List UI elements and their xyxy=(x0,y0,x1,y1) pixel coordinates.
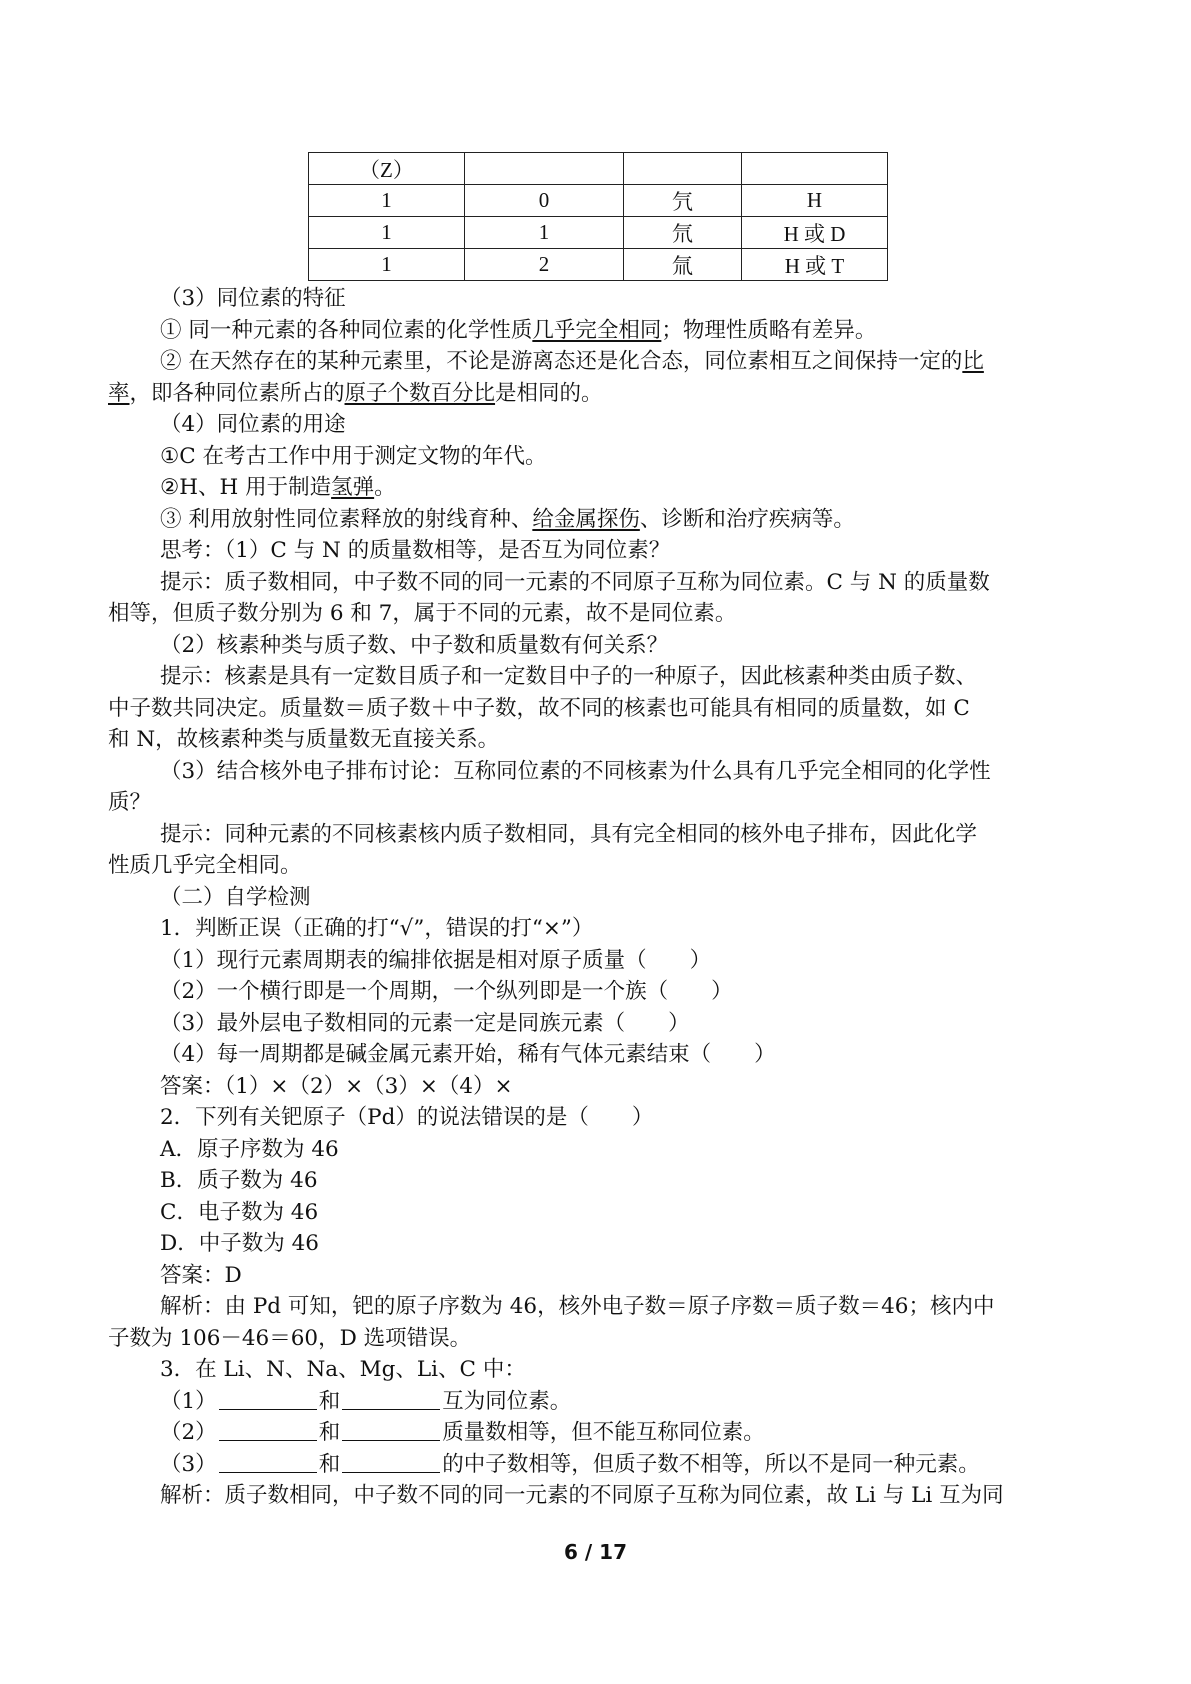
table-row xyxy=(309,217,888,249)
hint: 和 N，故核素种类与质量数无直接关系。 xyxy=(108,727,500,752)
page-number: 6 / 17 xyxy=(564,1540,627,1564)
paragraph: ② 在天然存在的某种元素里，不论是游离态还是化合态，同位素相互之间保持一定的比 xyxy=(160,349,984,374)
blank-line xyxy=(342,1452,440,1473)
list-item: （1）现行元素周期表的编排依据是相对原子质量（ ） xyxy=(160,947,712,973)
list-item: （4）每一周期都是碱金属元素开始，稀有气体元素结束（ ） xyxy=(160,1042,776,1067)
fill-blank-item: （2） 和 质量数相等，但不能互称同位素。 xyxy=(160,1420,765,1445)
paragraph: ① 同一种元素的各种同位素的化学性质几乎完全相同；物理性质略有差异。 xyxy=(160,317,877,343)
isotope-table xyxy=(308,152,888,281)
table-cell: 1 xyxy=(465,217,624,249)
explanation: 子数为 106－46＝60，D 选项错误。 xyxy=(108,1325,472,1351)
question: 思考：（1）C 与 N 的质量数相等，是否互为同位素？ xyxy=(160,538,671,563)
fill-blank-item: （1） 和 互为同位素。 xyxy=(160,1388,572,1414)
table-row xyxy=(309,185,888,217)
answer: 答案：D xyxy=(160,1262,242,1288)
paragraph: 率，即各种同位素所占的原子个数百分比是相同的。 xyxy=(108,380,603,406)
table-cell: 2 xyxy=(465,249,624,281)
table-cell: 氚 xyxy=(624,249,742,281)
answer: 答案：（1）×（2）×（3）×（4）× xyxy=(160,1073,513,1099)
blank-line xyxy=(342,1420,440,1441)
fill-blank-item: （3） 和 的中子数相等，但质子数不相等，所以不是同一种元素。 xyxy=(160,1451,980,1477)
table-cell: H 或 D xyxy=(742,217,888,249)
table-cell: H xyxy=(742,185,888,217)
question: （3）结合核外电子排布讨论：互称同位素的不同核素为什么具有几乎完全相同的化学性 xyxy=(160,758,991,784)
explanation: 解析：由 Pd 可知，钯的原子序数为 46，核外电子数＝原子序数＝质子数＝46；核内中 xyxy=(160,1294,995,1319)
body-text xyxy=(108,283,1084,1512)
table-row xyxy=(309,249,888,281)
list-item: （3）最外层电子数相同的元素一定是同族元素（ ） xyxy=(160,1010,690,1036)
paragraph: ③ 利用放射性同位素释放的射线育种、给金属探伤、诊断和治疗疾病等。 xyxy=(160,506,855,532)
option-b: B．质子数为 46 xyxy=(160,1168,318,1193)
table-cell: 1 xyxy=(309,217,465,249)
section-heading: （3）同位素的特征 xyxy=(160,286,346,311)
blank-line xyxy=(219,1452,317,1473)
paragraph: ②H、H 用于制造氢弹。 xyxy=(160,475,396,500)
question: （2）核素种类与质子数、中子数和质量数有何关系？ xyxy=(160,632,669,658)
table-cell: 1 xyxy=(309,185,465,217)
section-heading: （4）同位素的用途 xyxy=(160,412,346,437)
blank-line xyxy=(342,1389,440,1410)
table-cell: 氕 xyxy=(624,185,742,217)
hint: 提示：核素是具有一定数目质子和一定数目中子的一种原子，因此核素种类由质子数、 xyxy=(160,664,978,689)
table-cell: 0 xyxy=(465,185,624,217)
table-cell: H 或 T xyxy=(742,249,888,281)
table-cell xyxy=(742,153,888,185)
table-cell xyxy=(465,153,624,185)
blank-line xyxy=(219,1420,317,1441)
table-cell: （Z） xyxy=(309,153,465,185)
paragraph: ①C 在考古工作中用于测定文物的年代。 xyxy=(160,443,547,469)
table-row xyxy=(309,153,888,185)
option-d: D．中子数为 46 xyxy=(160,1231,319,1256)
section-heading: （二）自学检测 xyxy=(160,884,311,910)
list-item: （2）一个横行即是一个周期，一个纵列即是一个族（ ） xyxy=(160,979,733,1004)
table-cell xyxy=(624,153,742,185)
question: 2．下列有关钯原子（Pd）的说法错误的是（ ） xyxy=(160,1105,654,1130)
table-cell: 氘 xyxy=(624,217,742,249)
hint: 提示：同种元素的不同核素核内质子数相同，具有完全相同的核外电子排布，因此化学 xyxy=(160,821,978,847)
hint: 提示：质子数相同，中子数不同的同一元素的不同原子互称为同位素。C 与 N 的质量数 xyxy=(160,569,990,595)
hint: 相等，但质子数分别为 6 和 7，属于不同的元素，故不是同位素。 xyxy=(108,601,737,626)
hint: 中子数共同决定。质量数＝质子数＋中子数，故不同的核素也可能具有相同的质量数，如 C xyxy=(108,695,970,721)
hint: 性质几乎完全相同。 xyxy=(108,853,302,878)
question: 1．判断正误（正确的打“√”，错误的打“×”） xyxy=(160,916,594,941)
explanation: 解析：质子数相同，中子数不同的同一元素的不同原子互称为同位素，故 Li 与 Li 互为同 xyxy=(160,1483,1004,1508)
option-a: A．原子序数为 46 xyxy=(160,1136,339,1162)
question: 质？ xyxy=(108,790,152,815)
option-c: C．电子数为 46 xyxy=(160,1199,319,1225)
table-cell: 1 xyxy=(309,249,465,281)
blank-line xyxy=(219,1389,317,1410)
question: 3．在 Li、N、Na、Mg、Li、C 中： xyxy=(160,1357,526,1382)
